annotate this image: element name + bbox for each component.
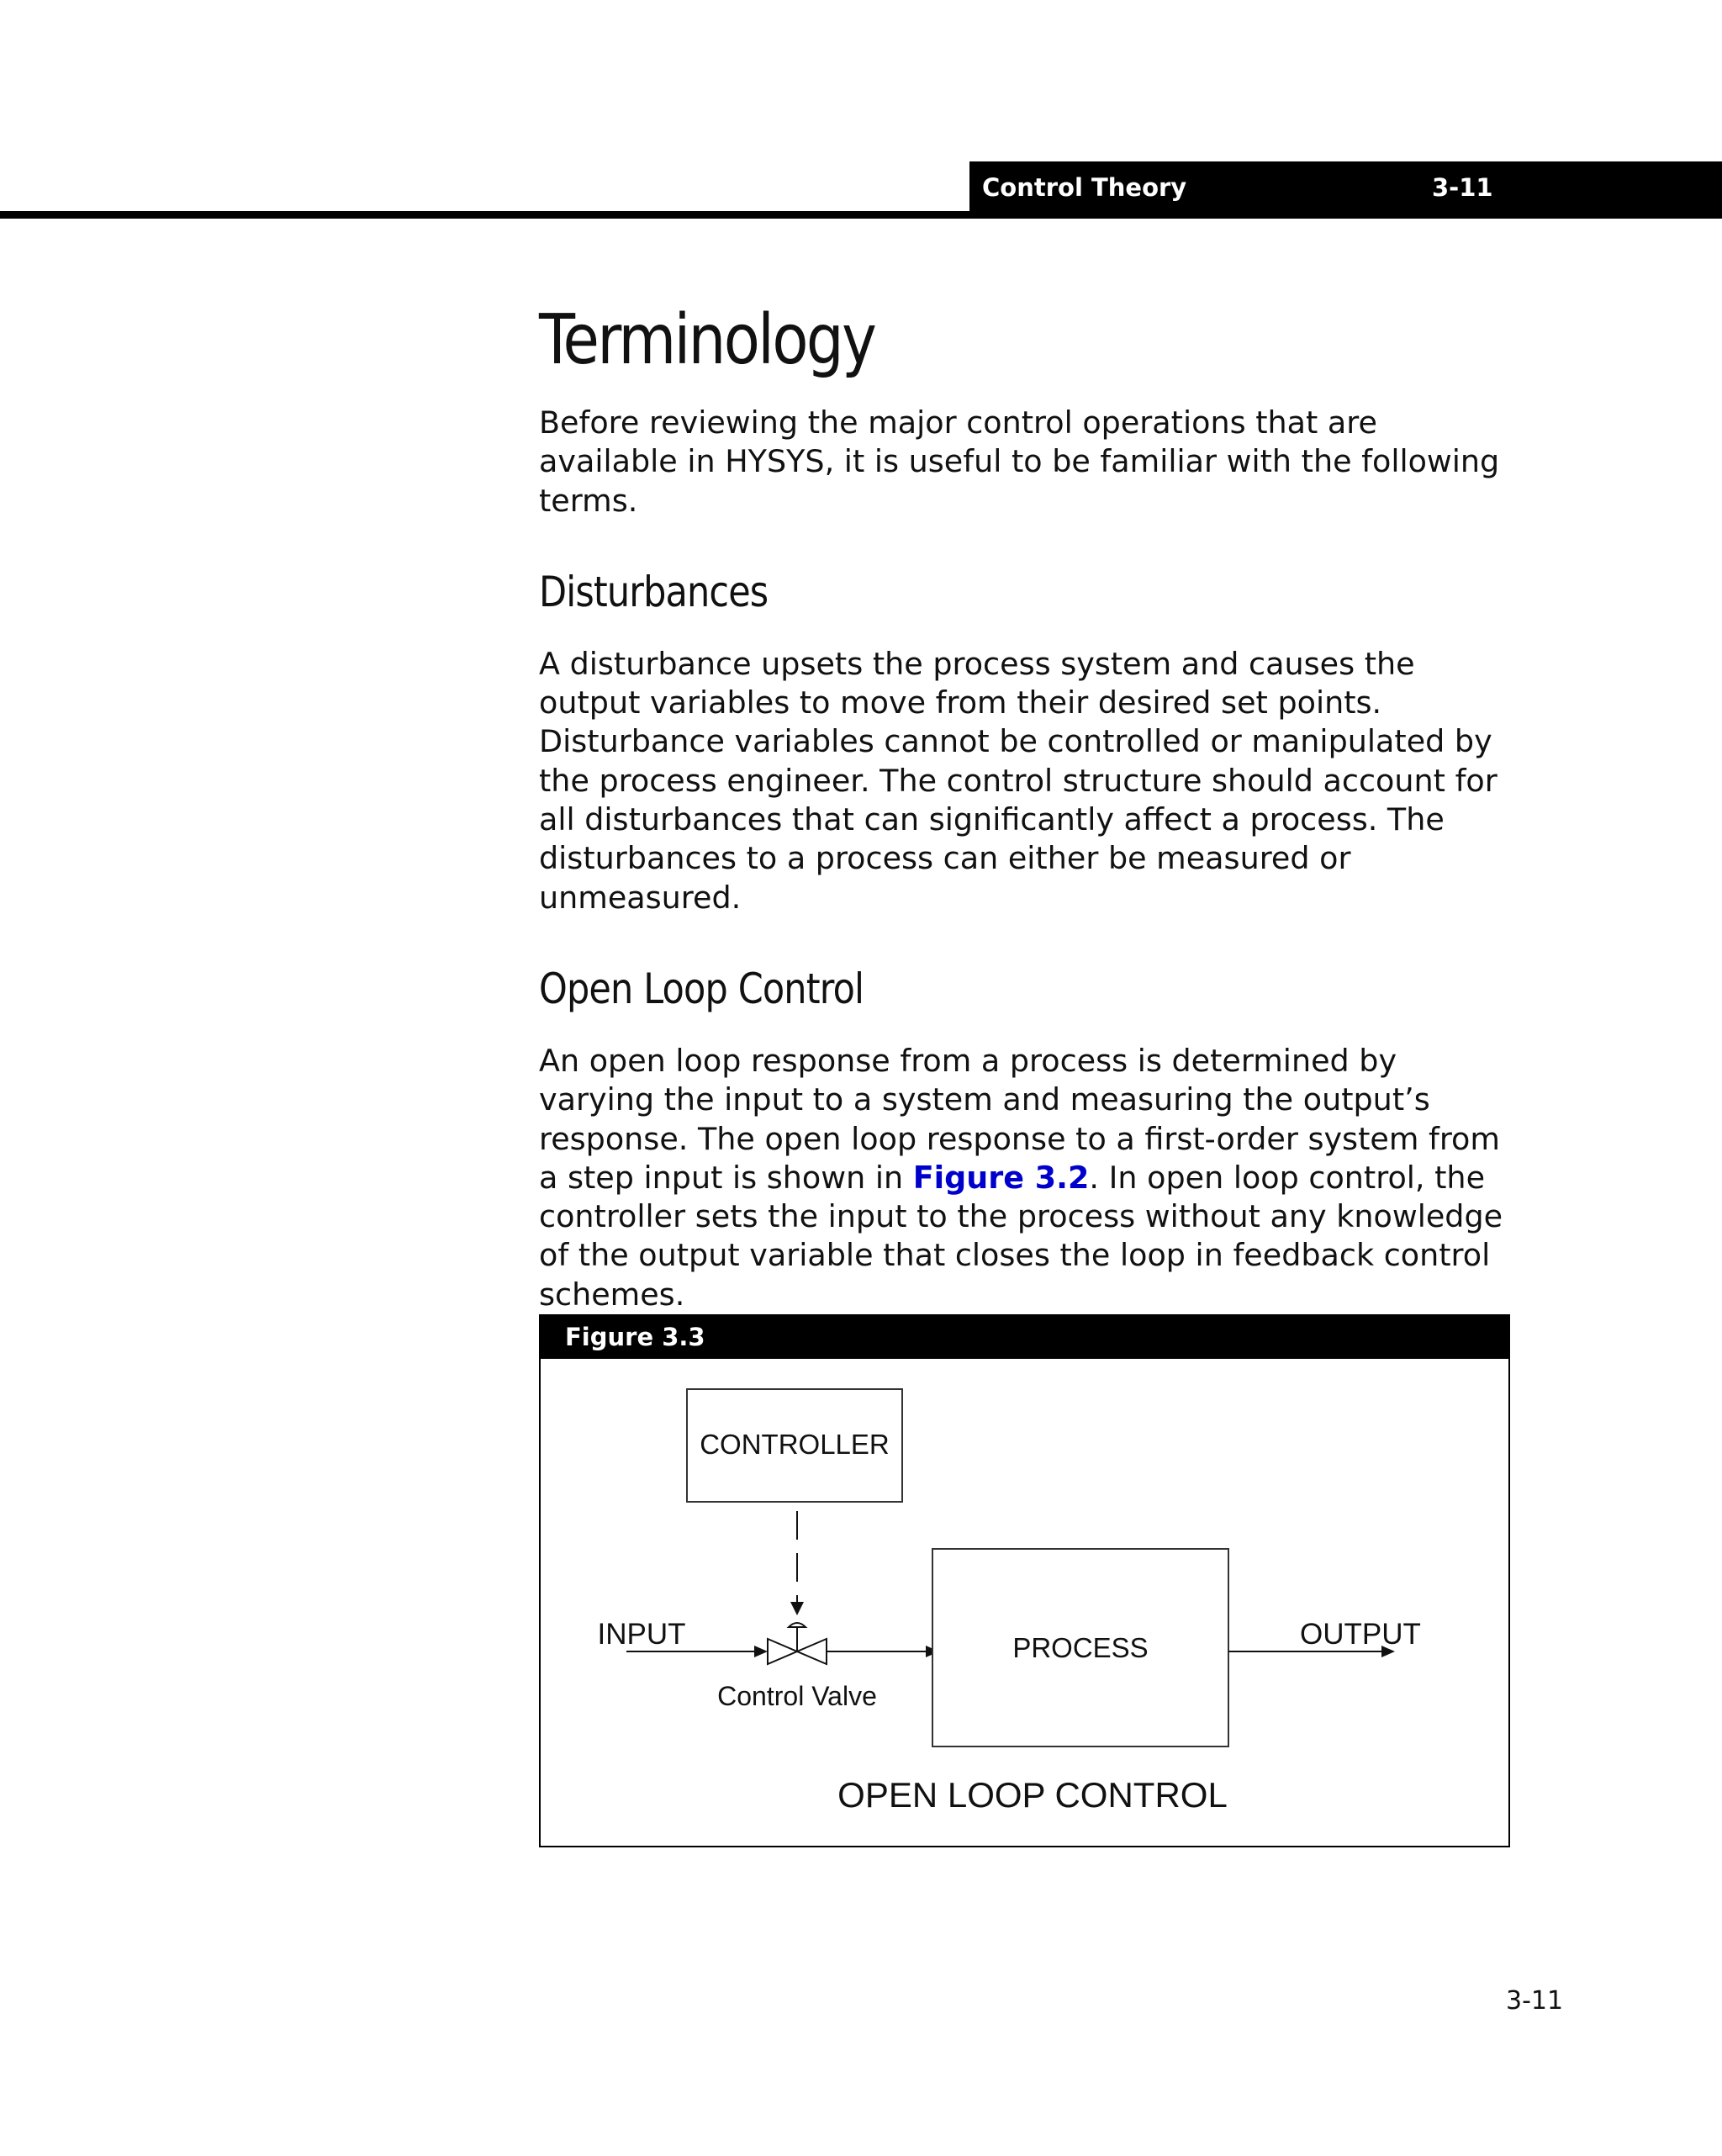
- output-label: OUTPUT: [1300, 1618, 1421, 1651]
- section-heading-open-loop: Open Loop Control: [539, 964, 864, 1013]
- disturbances-paragraph: A disturbance upsets the process system and causes the output variables to move from their desired set points. Disturbance variables cannot be controlled or manipulated by the process engineer. The control structure should account for all disturbances that can significantly affect a process. The disturbances to a process can either be measured or unmeasured.: [539, 645, 1498, 916]
- open-loop-text-1: An open loop response from a process is determined by varying the input to a system and measuring the output’s response. The open loop response to a first-order system from a step input is shown in: [539, 1042, 1500, 1196]
- section-heading-disturbances: Disturbances: [539, 567, 769, 616]
- open-loop-text-2: . In open loop control, the controller sets the input to the process without any knowledge of the output variable that closes the loop in feedback control schemes.: [539, 1159, 1503, 1313]
- header-rule: [0, 211, 1722, 219]
- open-loop-paragraph: [539, 1042, 1514, 1314]
- intro-paragraph: Before reviewing the major control operations that are available in HYSYS, it is useful to be familiar with the following terms.: [539, 404, 1500, 519]
- figure-label: Figure 3.3: [541, 1316, 1508, 1359]
- process-label: PROCESS: [1012, 1632, 1149, 1663]
- footer-page-number: 3-11: [1506, 1986, 1564, 2016]
- input-arrowhead: [754, 1646, 768, 1657]
- header-section-title: Control Theory: [982, 173, 1187, 202]
- control-valve-label: Control Valve: [717, 1681, 877, 1711]
- main-content: [539, 294, 1514, 1314]
- controller-label: CONTROLLER: [700, 1429, 890, 1460]
- figure-3-3: [539, 1314, 1510, 1847]
- signal-arrowhead: [790, 1602, 804, 1615]
- figure-caption: OPEN LOOP CONTROL: [837, 1775, 1228, 1815]
- control-valve-icon: [768, 1623, 827, 1664]
- page-title: Terminology: [539, 300, 875, 380]
- running-header: [969, 161, 1722, 219]
- header-page-number: 3-11: [1432, 173, 1493, 202]
- figure-3-2-link[interactable]: Figure 3.2: [912, 1159, 1090, 1196]
- open-loop-diagram: [541, 1316, 1508, 1846]
- input-label: INPUT: [597, 1618, 686, 1651]
